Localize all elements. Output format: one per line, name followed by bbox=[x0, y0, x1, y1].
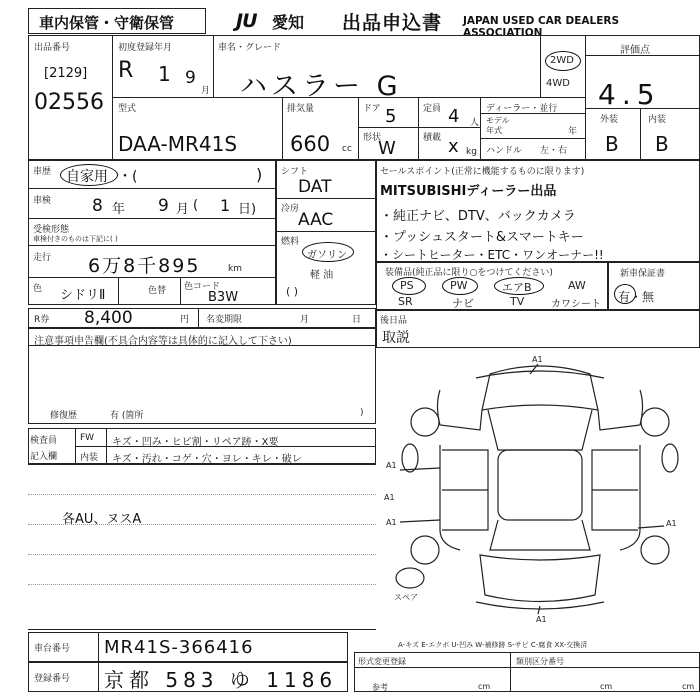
reg-era: R bbox=[118, 58, 134, 83]
interior-label: 内装 bbox=[648, 115, 667, 125]
reg-year: 1 bbox=[158, 62, 171, 86]
inspector-handwritten: 各AU、ヌスA bbox=[62, 512, 142, 527]
equip-aw: AW bbox=[568, 279, 586, 292]
rear-left-wheel bbox=[411, 536, 439, 564]
drive-2wd: 2WD bbox=[550, 55, 574, 66]
plate-value: 京都 583 ゆ 1186 bbox=[104, 668, 338, 692]
model-year-label2: 年式 bbox=[486, 126, 502, 135]
car-name-value: ハスラー G bbox=[240, 71, 402, 102]
handle-options: 左・右 bbox=[540, 146, 568, 156]
plate-label: 登録番号 bbox=[34, 674, 71, 684]
sales-points-label: セールスポイント(正常に機能するものに限ります) bbox=[380, 167, 585, 177]
aftermarket-block bbox=[376, 310, 700, 348]
rear-right-wheel bbox=[641, 536, 669, 564]
color-code: B3W bbox=[208, 290, 239, 305]
fw-label: FW bbox=[80, 433, 95, 443]
name-change-month: 月 bbox=[300, 315, 310, 325]
equip-ps: PS bbox=[400, 279, 414, 292]
form-title: 出品申込書 bbox=[342, 12, 443, 34]
history-dot: ・( bbox=[118, 169, 138, 185]
shape-label: 形状 bbox=[363, 133, 382, 143]
dealer-label: ディーラー・並行 bbox=[486, 104, 558, 114]
shift-label: シフト bbox=[281, 167, 309, 177]
cabin-roof bbox=[498, 450, 582, 520]
damage-mark: A1 bbox=[386, 461, 397, 470]
mileage-unit: km bbox=[228, 264, 242, 274]
type-label: 型式 bbox=[118, 104, 137, 114]
recycle-amount: 8,400 bbox=[84, 308, 133, 328]
warranty-label: 新車保証書 bbox=[620, 269, 666, 279]
sales-line-1: MITSUBISHIディーラー出品 bbox=[380, 184, 557, 199]
inspection-label: 車検 bbox=[33, 196, 52, 206]
association-name: JAPAN USED CAR DEALERS ASSOCIATION bbox=[463, 15, 620, 39]
fuel-gasoline: ガソリン bbox=[307, 250, 347, 261]
name-change-day: 日 bbox=[352, 315, 362, 325]
storage-title-box bbox=[28, 8, 206, 34]
door-label: ドア bbox=[363, 104, 381, 114]
color-code-label: 色コード bbox=[184, 282, 221, 292]
ruled-area bbox=[28, 464, 376, 630]
shape-change-label: 形式変更登録 bbox=[358, 657, 406, 666]
warranty-value: 有・無 bbox=[618, 290, 655, 304]
exterior-grade: B bbox=[605, 132, 619, 156]
aftermarket-label: 後日品 bbox=[380, 316, 408, 326]
rating-label: 評価点 bbox=[620, 45, 650, 56]
color-shade-label: 色替 bbox=[148, 286, 167, 296]
equip-navi: ナビ bbox=[452, 297, 474, 310]
damage-mark: A1 bbox=[532, 355, 543, 364]
shape-value: W bbox=[378, 138, 396, 159]
fuel-other: ( ) bbox=[286, 285, 299, 298]
repair-label: 修復歴 bbox=[50, 411, 78, 421]
inspection-year-unit: 年 bbox=[112, 202, 126, 217]
class-change-label: 類別区分番号 bbox=[516, 657, 564, 666]
car-name-label: 車名・グレード bbox=[218, 43, 282, 53]
chassis-label: 車台番号 bbox=[34, 644, 71, 654]
front-right-wheel bbox=[641, 408, 669, 436]
capacity-unit: 人 bbox=[470, 118, 480, 128]
model-year-label: モデル bbox=[486, 116, 510, 125]
lot-sub-number: [2129] bbox=[44, 66, 88, 81]
color-value: シドリⅡ bbox=[60, 288, 106, 303]
car-front-outline bbox=[482, 366, 598, 410]
displacement-unit: cc bbox=[342, 144, 352, 154]
handle-label: ハンドル bbox=[486, 146, 523, 156]
inspector-label: 検査員 bbox=[30, 436, 58, 446]
fuel-light-oil: 軽 油 bbox=[310, 270, 334, 281]
recycle-unit: 円 bbox=[180, 315, 190, 325]
ju-logo-mark: JU bbox=[236, 10, 257, 32]
history-value: 自家用 bbox=[66, 169, 108, 185]
right-front-fender bbox=[598, 390, 643, 430]
front-left-wheel bbox=[411, 408, 439, 436]
spare-label: スペア bbox=[394, 593, 418, 602]
cooling-label: 冷房 bbox=[281, 204, 300, 214]
equip-tv: TV bbox=[510, 295, 525, 308]
capacity-label: 定員 bbox=[423, 104, 442, 114]
notes-label: 注意事項申告欄(不具合内容等は具体的に記入して下さい) bbox=[34, 336, 292, 347]
repair-value: 有 (箇所 bbox=[110, 411, 144, 421]
car-damage-diagram bbox=[380, 350, 700, 635]
equip-seat: カワシート bbox=[551, 299, 601, 310]
inspection-month: 9 bbox=[158, 196, 169, 216]
equip-pw: PW bbox=[450, 279, 468, 292]
cm-unit-3: cm bbox=[682, 682, 695, 691]
damage-mark: A1 bbox=[386, 518, 397, 527]
year-unit: 年 bbox=[568, 127, 578, 137]
left-mirror bbox=[402, 444, 418, 472]
fw-items: キズ・凹み・ヒビ割・リペア跡・X要 bbox=[112, 437, 279, 448]
lot-number: 02556 bbox=[34, 90, 104, 115]
storage-title: 車内保管・守衛保管 bbox=[39, 14, 175, 32]
spare-tire bbox=[396, 568, 424, 588]
cm-unit-2: cm bbox=[600, 682, 613, 691]
type-value: DAA-MR41S bbox=[118, 132, 238, 156]
inspection-month-unit: 月 bbox=[176, 202, 190, 217]
reg-month-unit: 月 bbox=[201, 86, 211, 96]
mileage-value: 6万8千895 bbox=[88, 255, 201, 277]
damage-mark: A1 bbox=[384, 493, 395, 502]
rating-score: 4.5 bbox=[598, 78, 661, 111]
load-label: 積載 bbox=[423, 133, 442, 143]
name-change-label: 名変期限 bbox=[206, 315, 243, 325]
sales-line-4: ・シートヒーター・ETC・ワンオーナー!! bbox=[380, 248, 604, 262]
equip-airbag: エアB bbox=[502, 281, 532, 294]
sales-line-3: ・プッシュスタート&スマートキー bbox=[380, 230, 584, 245]
brand-region: 愛知 bbox=[272, 13, 305, 32]
load-value: x bbox=[448, 136, 459, 157]
lot-label: 出品番号 bbox=[34, 43, 71, 53]
receipt-label: 受検形態 bbox=[33, 225, 70, 235]
shift-value: DAT bbox=[298, 177, 332, 197]
damage-mark: A1 bbox=[666, 519, 677, 528]
history-label: 車歴 bbox=[33, 167, 52, 177]
damage-legend: A-キズ E-エクボ U-凹み W-補修跡 S-サビ C-腐食 XX-交換済 bbox=[398, 641, 588, 649]
interior-grade: B bbox=[655, 132, 669, 156]
recycle-label: R券 bbox=[34, 315, 50, 325]
receipt-note: 車検付きのものは下記に( ) bbox=[33, 235, 118, 243]
recycle-block bbox=[28, 308, 376, 328]
color-label: 色 bbox=[33, 284, 43, 294]
chassis-value: MR41S-366416 bbox=[104, 637, 254, 658]
first-reg-label: 初度登録年月 bbox=[118, 43, 173, 53]
equip-sr: SR bbox=[398, 295, 413, 308]
load-unit: kg bbox=[466, 147, 477, 157]
reg-month: 9 bbox=[185, 68, 196, 88]
left-front-fender bbox=[438, 390, 483, 430]
rear-outline bbox=[480, 555, 600, 602]
inspection-day-open: ( bbox=[193, 198, 199, 213]
door-value: 5 bbox=[385, 106, 397, 127]
windshield bbox=[488, 410, 592, 450]
equipment-label: 装備品(純正品に限り○をつけてください) bbox=[385, 268, 553, 278]
entry-label: 記入欄 bbox=[30, 452, 58, 462]
drive-4wd: 4WD bbox=[546, 78, 570, 89]
left-body-side bbox=[440, 445, 460, 550]
inspection-year: 8 bbox=[92, 196, 103, 216]
interior-row-label: 内装 bbox=[80, 453, 99, 463]
fuel-label: 燃料 bbox=[281, 237, 300, 247]
inspection-day-unit: 日) bbox=[238, 202, 257, 217]
cooling-value: AAC bbox=[298, 210, 334, 230]
right-body-side bbox=[620, 445, 640, 550]
cm-unit-1: cm bbox=[478, 682, 491, 691]
displacement-label: 排気量 bbox=[287, 104, 315, 114]
right-mirror bbox=[662, 444, 678, 472]
rear-window bbox=[490, 520, 590, 550]
capacity-value: 4 bbox=[448, 106, 460, 127]
damage-mark: A1 bbox=[536, 615, 547, 624]
exterior-label: 外装 bbox=[600, 115, 619, 125]
repair-close: ) bbox=[360, 408, 364, 418]
aftermarket-value: 取説 bbox=[382, 330, 410, 346]
sales-line-2: ・純正ナビ、DTV、バックカメラ bbox=[380, 209, 576, 224]
mileage-label: 走行 bbox=[33, 253, 52, 263]
inspection-day: 1 bbox=[220, 196, 231, 215]
interior-items: キズ・汚れ・コゲ・穴・ヨレ・キレ・破レ bbox=[112, 454, 302, 465]
displacement-value: 660 bbox=[290, 132, 331, 156]
reference-label: 参考 bbox=[372, 683, 388, 692]
